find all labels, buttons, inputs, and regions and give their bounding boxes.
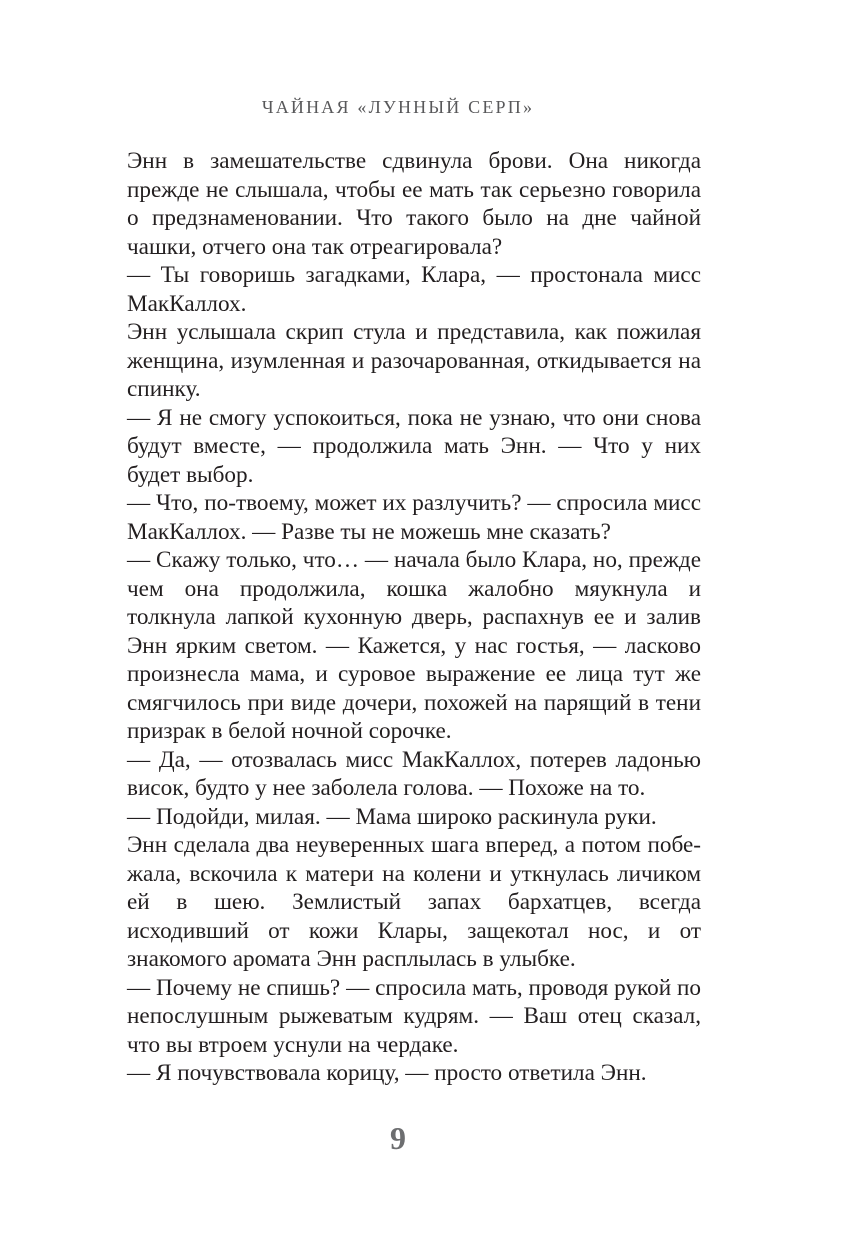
paragraph: — Что, по-твоему, может их разлучить? — спросила мисс МакКаллох. — Разве ты не можешь мне сказать?: [127, 490, 701, 545]
paragraph: — Я почувствовала корицу, — просто ответила Энн.: [127, 1060, 647, 1086]
paragraph: Энн услышала скрип стула и представила, как пожилая женщина, изумленная и разочарованная, откидывается на спинку.: [127, 319, 701, 402]
page-number: 9: [390, 1120, 406, 1156]
body-text: [127, 147, 701, 1088]
paragraph: — Скажу только, что… — начала было Клара, но, прежде чем она продолжила, кошка жалобно мяукнула и толкнула лапкой кухонную дверь, распахнув ее и залив Энн ярким светом. — Кажется, у нас гостья, — ласково произнесла мама, и суровое выражение ее лица тут же смягчилось при виде дочери, похожей на парящий в тени призрак в белой ночной сорочке.: [127, 547, 701, 744]
paragraph: — Я не смогу успокоиться, пока не узнаю, что они снова будут вместе, — продолжила мать Энн. — Что у них будет выбор.: [127, 404, 701, 488]
paragraph: — Ты говоришь загадками, Клара, — простонала мисс МакКаллох.: [127, 262, 701, 317]
paragraph: — Да, — отозвалась мисс МакКаллох, потерев ладонью висок, будто у нее заболела голова. — Похоже на то.: [127, 746, 701, 801]
paragraph: — Подойди, милая. — Мама широко раскинула руки.: [127, 803, 657, 830]
paragraph: Энн сделала два неуверенных шага вперед, а потом побежала, вскочила к матери на колени и уткнулась личиком ей в шею. Землистый запах бархатцев, всегда исходивший от кожи Клары, защекотал нос, и от знакомого аромата Энн расплылась в улыбке.: [127, 832, 701, 972]
paragraph: — Почему не спишь? — спросила мать, проводя рукой по непослушным рыжеватым кудрям. — Ваш отец сказал, что вы втроем уснули на чердаке.: [127, 974, 701, 1058]
paragraph: Энн в замешательстве сдвинула брови. Она никогда прежде не слышала, чтобы ее мать так серьезно говорила о предзнаменовании. Что такого было на дне чайной чашки, отчего она так отреагировала?: [127, 148, 701, 260]
running-head: ЧАЙНАЯ «ЛУННЫЙ СЕРП»: [261, 97, 535, 117]
